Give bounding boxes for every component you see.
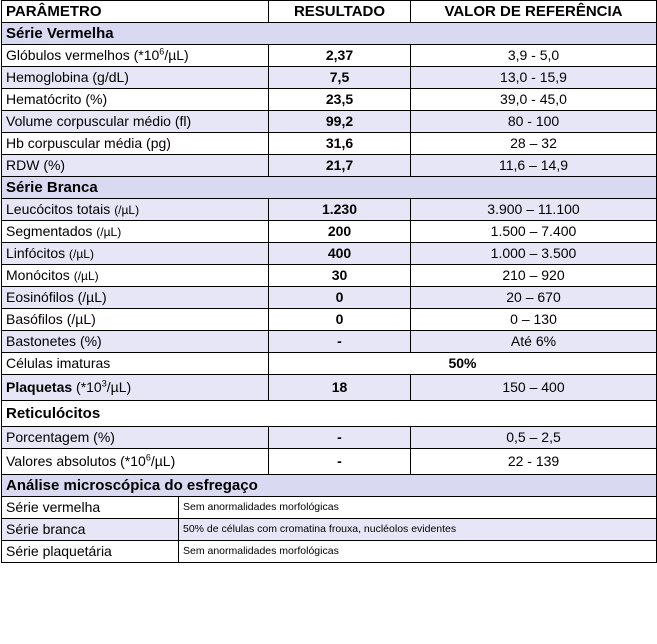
table-row <box>2 199 657 221</box>
row-reference: 20 – 670 <box>411 287 657 309</box>
row-label: Hematócrito (%) <box>2 89 269 111</box>
row-text: Sem anormalidades morfológicas <box>179 497 657 519</box>
row-result: 18 <box>269 375 411 401</box>
row-label: Série vermelha <box>2 497 179 519</box>
row-reference: 11,6 – 14,9 <box>411 155 657 177</box>
table-row <box>2 309 657 331</box>
row-reference: 28 – 32 <box>411 133 657 155</box>
row-result: 30 <box>269 265 411 287</box>
section-serie-branca: Série Branca <box>2 177 657 199</box>
section-serie-vermelha: Série Vermelha <box>2 23 657 45</box>
row-result: 21,7 <box>269 155 411 177</box>
table-row <box>2 221 657 243</box>
table-row <box>2 331 657 353</box>
row-result: 23,5 <box>269 89 411 111</box>
section-reticulocitos: Reticulócitos <box>2 401 657 427</box>
row-label: Série branca <box>2 519 179 541</box>
row-result: 31,6 <box>269 133 411 155</box>
table-row <box>2 449 657 475</box>
row-reference: 1.000 – 3.500 <box>411 243 657 265</box>
table-row <box>2 265 657 287</box>
table-header <box>2 1 657 23</box>
row-label: Valores absolutos $(*10^6/\mu L)$ <box>2 449 269 475</box>
row-text: Sem anormalidades morfológicas <box>179 541 657 563</box>
row-reference: 3,9 - 5,0 <box>411 45 657 67</box>
table-row <box>2 45 657 67</box>
row-result: - <box>269 427 411 449</box>
row-label: Bastonetes (%) <box>2 331 269 353</box>
row-reference: 150 – 400 <box>411 375 657 401</box>
row-result: 7,5 <box>269 67 411 89</box>
row-reference: Até 6% <box>411 331 657 353</box>
row-label: Hb corpuscular média (pg) <box>2 133 269 155</box>
row-reference: 0 – 130 <box>411 309 657 331</box>
table-row <box>2 243 657 265</box>
row-text: 50% de células com cromatina frouxa, nucléolos evidentes <box>179 519 657 541</box>
row-result: 400 <box>269 243 411 265</box>
row-result: - <box>269 449 411 475</box>
row-label: Linfócitos (/µL) <box>2 243 269 265</box>
table-row <box>2 497 657 519</box>
row-reference: 80 - 100 <box>411 111 657 133</box>
row-label: Hemoglobina (g/dL) <box>2 67 269 89</box>
table-row <box>2 287 657 309</box>
row-reference: 210 – 920 <box>411 265 657 287</box>
table-row <box>2 519 657 541</box>
row-label: Monócitos (/µL) <box>2 265 269 287</box>
row-result: 2,37 <box>269 45 411 67</box>
row-reference: 1.500 – 7.400 <box>411 221 657 243</box>
row-label: Volume corpuscular médio (fl) <box>2 111 269 133</box>
table-row <box>2 133 657 155</box>
row-result: 1.230 <box>269 199 411 221</box>
row-label: Glóbulos vermelhos $(*10^6/\mu L)$ <box>2 45 269 67</box>
section-microscopia: Análise microscópica do esfregaço <box>2 475 657 497</box>
table-row <box>2 541 657 563</box>
row-label: Eosinófilos (/µL) <box>2 287 269 309</box>
row-result: 50% <box>269 353 657 375</box>
row-result: 0 <box>269 287 411 309</box>
row-reference: 39,0 - 45,0 <box>411 89 657 111</box>
row-label: Células imaturas <box>2 353 269 375</box>
row-result: - <box>269 331 411 353</box>
row-label: Segmentados (/µL) <box>2 221 269 243</box>
row-label: Basófilos (/µL) <box>2 309 269 331</box>
header-referencia: VALOR DE REFERÊNCIA <box>411 1 657 23</box>
row-label: Série plaquetária <box>2 541 179 563</box>
table-row <box>2 375 657 401</box>
table-row <box>2 427 657 449</box>
table-row <box>2 67 657 89</box>
row-label: Leucócitos totais (/µL) <box>2 199 269 221</box>
row-result: 99,2 <box>269 111 411 133</box>
row-reference: 22 - 139 <box>411 449 657 475</box>
row-reference: 13,0 - 15,9 <box>411 67 657 89</box>
row-label: Porcentagem (%) <box>2 427 269 449</box>
row-label: Plaquetas $(*10^3/\mu L)$ <box>2 375 269 401</box>
row-result: 0 <box>269 309 411 331</box>
header-resultado: RESULTADO <box>269 1 411 23</box>
table-row <box>2 111 657 133</box>
table-row <box>2 89 657 111</box>
header-parametro: PARÂMETRO <box>2 1 269 23</box>
row-reference: 3.900 – 11.100 <box>411 199 657 221</box>
row-result: 200 <box>269 221 411 243</box>
row-label: RDW (%) <box>2 155 269 177</box>
row-reference: 0,5 – 2,5 <box>411 427 657 449</box>
hemogram-table <box>1 0 657 563</box>
table-row <box>2 155 657 177</box>
table-row <box>2 353 657 375</box>
